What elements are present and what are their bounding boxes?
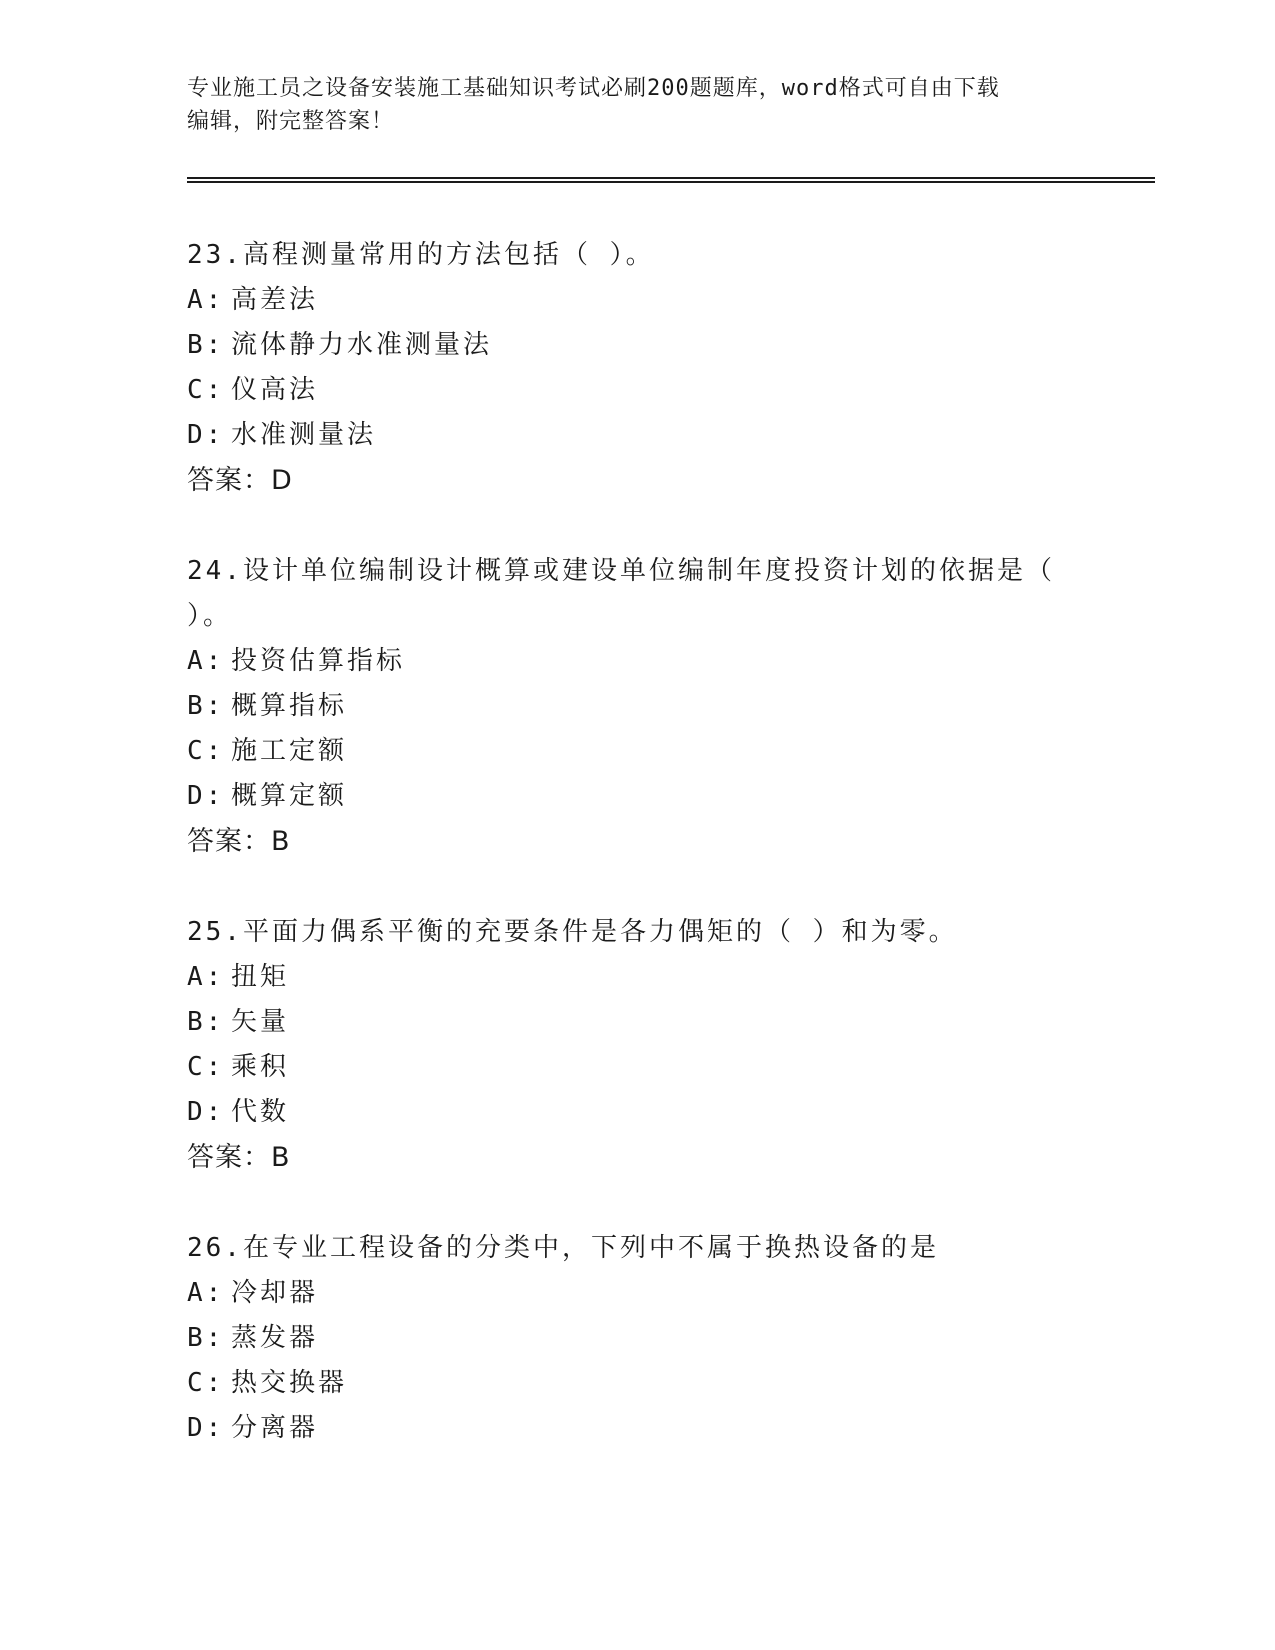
option-b [187,1000,1067,1045]
option-letter: D: [187,1097,225,1127]
option-c [187,729,1067,774]
option-text: 分离器 [231,1413,319,1443]
question-stem: 26.在专业工程设备的分类中，下列中不属于换热设备的是 [187,1233,939,1263]
option-letter: B: [187,330,225,360]
option-text: 概算指标 [231,691,348,721]
answer-line: 答案：B [187,826,291,857]
option-letter: B: [187,1323,225,1353]
option-letter: C: [187,1368,225,1398]
document-header [187,72,1087,138]
question-24 [187,549,1067,864]
option-text: 高差法 [231,285,319,315]
header-title-line-1: 专业施工员之设备安装施工基础知识考试必刷200题题库，word格式可自由下载 [187,76,1000,101]
option-b [187,1316,1067,1361]
question-25 [187,910,1067,1180]
header-title-line-2: 编辑，附完整答案！ [187,109,395,134]
option-letter: A: [187,646,225,676]
option-a [187,955,1067,1000]
question-list [187,233,1067,1497]
option-c [187,1045,1067,1090]
option-letter: D: [187,420,225,450]
option-text: 冷却器 [231,1278,319,1308]
option-text: 矢量 [231,1007,290,1037]
answer-line: 答案：B [187,1142,291,1173]
option-text: 代数 [231,1097,290,1127]
option-letter: C: [187,736,225,766]
option-text: 热交换器 [231,1368,348,1398]
option-text: 概算定额 [231,781,348,811]
answer-line: 答案：D [187,465,293,496]
option-letter: A: [187,1278,225,1308]
option-text: 蒸发器 [231,1323,319,1353]
option-text: 乘积 [231,1052,290,1082]
option-c [187,368,1067,413]
option-a [187,278,1067,323]
option-text: 仪高法 [231,375,319,405]
option-letter: B: [187,691,225,721]
option-text: 流体静力水准测量法 [231,330,493,360]
option-letter: D: [187,1413,225,1443]
question-stem: 24.设计单位编制设计概算或建设单位编制年度投资计划的依据是（ ）。 [187,556,1055,631]
option-letter: B: [187,1007,225,1037]
option-b [187,684,1067,729]
option-text: 施工定额 [231,736,348,766]
option-d [187,1090,1067,1135]
question-26 [187,1226,1067,1451]
question-23 [187,233,1067,503]
option-letter: A: [187,285,225,315]
option-d [187,774,1067,819]
option-text: 投资估算指标 [231,646,406,676]
option-a [187,639,1067,684]
header-double-rule [187,177,1155,183]
question-stem: 25.平面力偶系平衡的充要条件是各力偶矩的（ ）和为零。 [187,917,958,947]
option-d [187,413,1067,458]
option-a [187,1271,1067,1316]
option-d [187,1406,1067,1451]
question-stem: 23.高程测量常用的方法包括（ ）。 [187,240,655,270]
option-text: 水准测量法 [231,420,377,450]
option-letter: C: [187,375,225,405]
option-text: 扭矩 [231,962,290,992]
option-letter: C: [187,1052,225,1082]
option-b [187,323,1067,368]
option-c [187,1361,1067,1406]
option-letter: D: [187,781,225,811]
option-letter: A: [187,962,225,992]
